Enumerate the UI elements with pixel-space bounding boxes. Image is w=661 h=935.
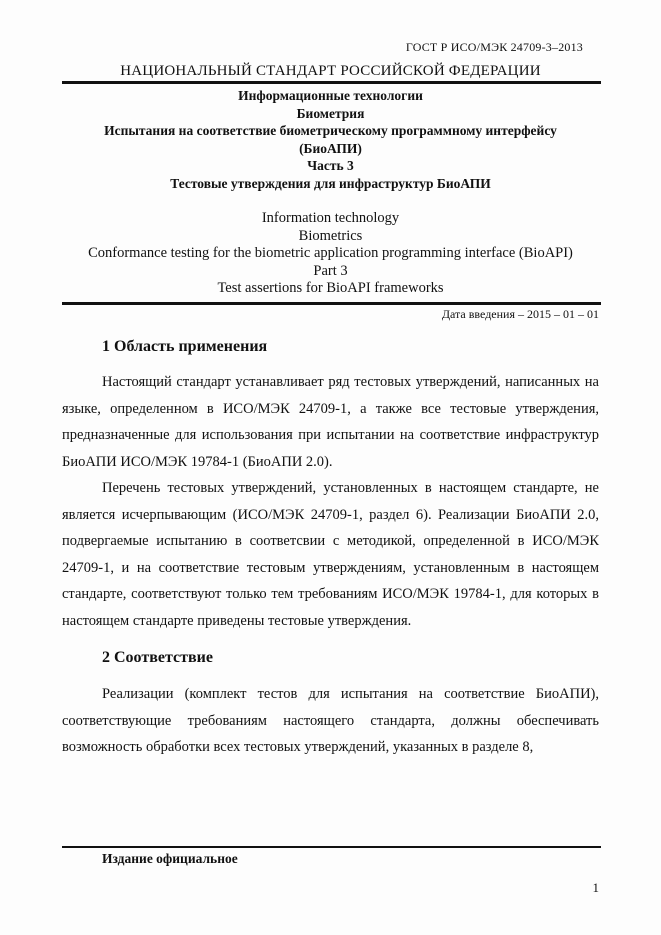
section-1-heading: 1 Область применения <box>102 338 268 355</box>
top-rule <box>62 81 601 84</box>
section-1-paragraph-1: Настоящий стандарт устанавливает ряд тестовых утверждений, написанных на языке, определенном в ИСО/МЭК 24709-1, а также все тестовые утверждения, предназначенные для использования при испытании на соответствие инфраструктур БиоАПИ ИСО/МЭК 19784-1 (БиоАПИ 2.0). <box>62 374 599 470</box>
title-ru <box>40 87 621 192</box>
title-ru-line: Тестовые утверждения для инфраструктур БиоАПИ <box>170 175 491 191</box>
section-2-heading: 2 Соответствие <box>102 649 213 666</box>
title-en-line: Part 3 <box>313 262 348 279</box>
title-en <box>30 210 631 298</box>
section-1-paragraph-2: Перечень тестовых утверждений, установленных в настоящем стандарте, не является исчерпывающим (ИСО/МЭК 24709-1, раздел 6). Реализации БиоАПИ 2.0, подвергаемые испытанию в соответсвии с методикой, определенной в ИСО/МЭК 24709-1, и на соответствие тестовым утверждениям, установленным в настоящем стандарте, соответствуют только тем требованиям ИСО/МЭК 19784-1, для которых в настоящем стандарте приведены тестовые утверждения. <box>62 480 599 629</box>
title-ru-line: Биометрия <box>296 105 365 121</box>
title-ru-line: Информационные технологии <box>238 88 423 103</box>
title-ru-line: Испытания на соответствие биометрическому программному интерфейсу <box>104 123 557 138</box>
title-en-line: Information technology <box>261 210 400 226</box>
title-ru-line: Часть 3 <box>307 158 354 173</box>
national-standard-title: НАЦИОНАЛЬНЫЙ СТАНДАРТ РОССИЙСКОЙ ФЕДЕРАЦИИ <box>120 63 541 79</box>
title-en-line: Biometrics <box>298 227 363 244</box>
footer-rule <box>62 846 601 848</box>
title-en-line: Conformance testing for the biometric application programming interface (BioAPI) <box>88 245 573 261</box>
title-en-line: Test assertions for BioAPI frameworks <box>217 280 444 296</box>
introduction-date: Дата введения – 2015 – 01 – 01 <box>441 307 599 321</box>
title-bottom-rule <box>62 302 601 305</box>
title-ru-line: (БиоАПИ) <box>299 140 362 156</box>
section-2-paragraph-1: Реализации (комплект тестов для испытания на соответствие БиоАПИ), соответствующие требованиям настоящего стандарта, должны обеспечивать возможность обработки всех тестовых утверждений, указанных в разделе 8, <box>62 686 599 755</box>
page-number: 1 <box>592 880 599 895</box>
standard-code: ГОСТ Р ИСО/МЭК 24709-3–2013 <box>405 40 583 54</box>
official-edition-label: Издание официальное <box>102 851 238 866</box>
